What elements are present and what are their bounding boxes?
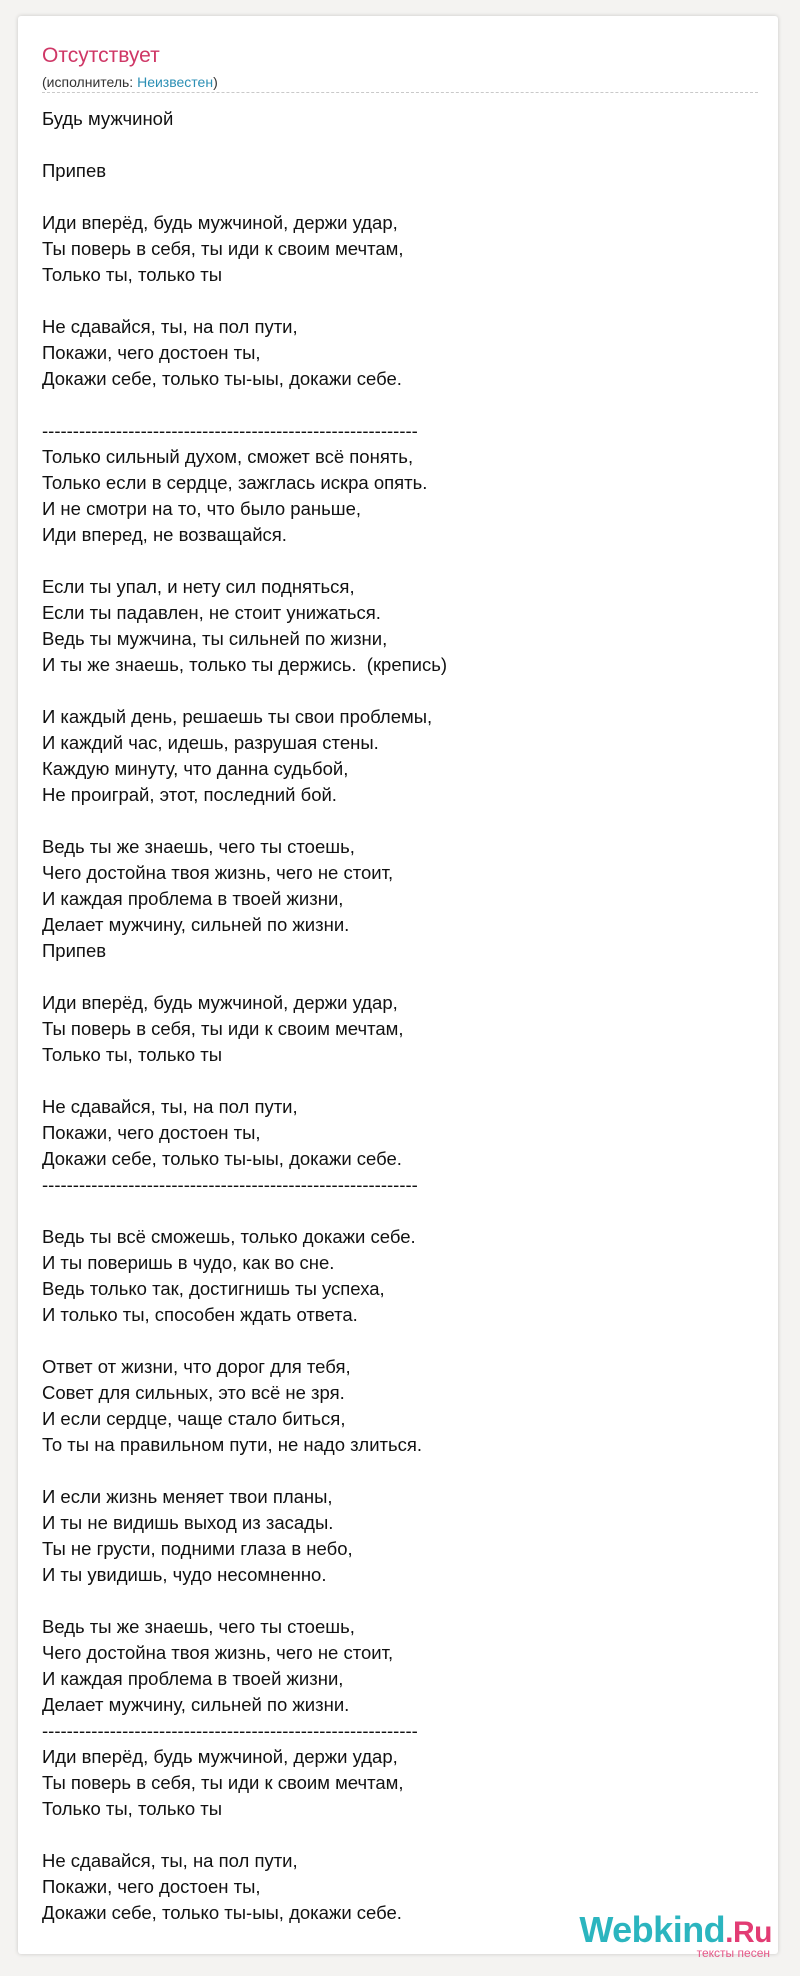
- lyric-line: И ты увидишь, чудо несомненно.: [42, 1564, 327, 1585]
- lyric-line: Ведь ты же знаешь, чего ты стоешь,: [42, 1616, 355, 1637]
- lyric-line: Если ты падавлен, не стоит унижаться.: [42, 602, 381, 623]
- lyric-line: Покажи, чего достоен ты,: [42, 342, 261, 363]
- lyric-line: Не сдавайся, ты, на пол пути,: [42, 1096, 298, 1117]
- blank-line: [42, 184, 742, 210]
- lyric-line: Только ты, только ты: [42, 1798, 223, 1819]
- artist-prefix: (исполнитель:: [42, 74, 138, 90]
- lyric-line: Только ты, только ты: [42, 264, 223, 285]
- header-divider: [42, 92, 758, 93]
- lyric-line: Делает мужчину, сильней по жизни.: [42, 914, 350, 935]
- artist-line: [42, 73, 218, 91]
- lyric-line: Не сдавайся, ты, на пол пути,: [42, 316, 298, 337]
- lyric-line: Ведь ты мужчина, ты сильней по жизни,: [42, 628, 388, 649]
- logo-name: Webkind: [579, 1909, 726, 1950]
- lyric-line: Припев: [42, 160, 107, 181]
- lyric-line: И каждый день, решаешь ты свои проблемы,: [42, 706, 433, 727]
- blank-line: [42, 132, 742, 158]
- lyric-line: Ты поверь в себя, ты иди к своим мечтам,: [42, 1018, 404, 1039]
- blank-line: [42, 678, 742, 704]
- blank-line: [42, 1822, 742, 1848]
- lyric-line: Иди вперёд, будь мужчиной, держи удар,: [42, 1746, 398, 1767]
- lyric-line: Только сильный духом, сможет всё понять,: [42, 446, 414, 467]
- lyric-line: Чего достойна твоя жизнь, чего не стоит,: [42, 1642, 394, 1663]
- logo-tld: .Ru: [725, 1916, 772, 1949]
- separator-line: -------------------------------------------------------------: [42, 1174, 418, 1195]
- lyric-line: Не проиграй, этот, последний бой.: [42, 784, 337, 805]
- lyric-line: Делает мужчину, сильней по жизни.: [42, 1694, 350, 1715]
- site-logo[interactable]: [532, 1910, 772, 1962]
- blank-line: [42, 1068, 742, 1094]
- separator-line: -------------------------------------------------------------: [42, 1720, 418, 1741]
- lyric-line: Покажи, чего достоен ты,: [42, 1122, 261, 1143]
- blank-line: [42, 1458, 742, 1484]
- lyric-line: Иди вперёд, будь мужчиной, держи удар,: [42, 212, 398, 233]
- lyric-line: Иди вперёд, будь мужчиной, держи удар,: [42, 992, 398, 1013]
- lyric-line: Ведь только так, достигнишь ты успеха,: [42, 1278, 385, 1299]
- lyric-line: Докажи себе, только ты-ыы, докажи себе.: [42, 1148, 402, 1169]
- lyric-line: Покажи, чего достоен ты,: [42, 1876, 261, 1897]
- lyric-line: Ведь ты всё сможешь, только докажи себе.: [42, 1226, 416, 1247]
- artist-suffix: ): [213, 74, 218, 90]
- lyric-line: И каждая проблема в твоей жизни,: [42, 1668, 344, 1689]
- lyric-line: И только ты, способен ждать ответа.: [42, 1304, 358, 1325]
- lyric-line: Не сдавайся, ты, на пол пути,: [42, 1850, 298, 1871]
- lyric-line: И каждий час, идешь, разрушая стены.: [42, 732, 379, 753]
- blank-line: [42, 288, 742, 314]
- lyric-line: Ответ от жизни, что дорог для тебя,: [42, 1356, 351, 1377]
- lyric-line: Только если в сердце, зажглась искра опять.: [42, 472, 428, 493]
- blank-line: [42, 1588, 742, 1614]
- lyric-line: Докажи себе, только ты-ыы, докажи себе.: [42, 368, 402, 389]
- lyric-line: И ты же знаешь, только ты держись. (крепись): [42, 654, 448, 675]
- blank-line: [42, 964, 742, 990]
- lyric-line: Докажи себе, только ты-ыы, докажи себе.: [42, 1902, 402, 1923]
- lyrics-body: [42, 106, 742, 1926]
- lyric-line: И если жизнь меняет твои планы,: [42, 1486, 333, 1507]
- lyric-line: То ты на правильном пути, не надо злиться.: [42, 1434, 423, 1455]
- lyric-line: Припев: [42, 940, 107, 961]
- artist-link[interactable]: Неизвестен: [137, 74, 214, 90]
- blank-line: [42, 1198, 742, 1224]
- lyric-line: Ведь ты же знаешь, чего ты стоешь,: [42, 836, 355, 857]
- lyric-line: Совет для сильных, это всё не зря.: [42, 1382, 345, 1403]
- lyric-line: И ты поверишь в чудо, как во сне.: [42, 1252, 335, 1273]
- lyric-line: Ты поверь в себя, ты иди к своим мечтам,: [42, 1772, 404, 1793]
- logo-tagline: тексты песен: [696, 1946, 770, 1960]
- lyric-line: Каждую минуту, что данна судьбой,: [42, 758, 349, 779]
- blank-line: [42, 1328, 742, 1354]
- blank-line: [42, 808, 742, 834]
- blank-line: [42, 548, 742, 574]
- lyric-line: Ты поверь в себя, ты иди к своим мечтам,: [42, 238, 404, 259]
- lyric-line: И ты не видишь выход из засады.: [42, 1512, 334, 1533]
- lyric-line: Только ты, только ты: [42, 1044, 223, 1065]
- lyric-line: И каждая проблема в твоей жизни,: [42, 888, 344, 909]
- lyric-line: Иди вперед, не возващайся.: [42, 524, 287, 545]
- lyric-line: Ты не грусти, подними глаза в небо,: [42, 1538, 353, 1559]
- lyric-line: Если ты упал, и нету сил подняться,: [42, 576, 355, 597]
- lyric-line: И не смотри на то, что было раньше,: [42, 498, 362, 519]
- separator-line: -------------------------------------------------------------: [42, 420, 418, 441]
- song-title: Отсутствует: [42, 44, 160, 67]
- lyric-line: И если сердце, чаще стало биться,: [42, 1408, 346, 1429]
- lyric-line: Будь мужчиной: [42, 108, 174, 129]
- lyric-line: Чего достойна твоя жизнь, чего не стоит,: [42, 862, 394, 883]
- blank-line: [42, 392, 742, 418]
